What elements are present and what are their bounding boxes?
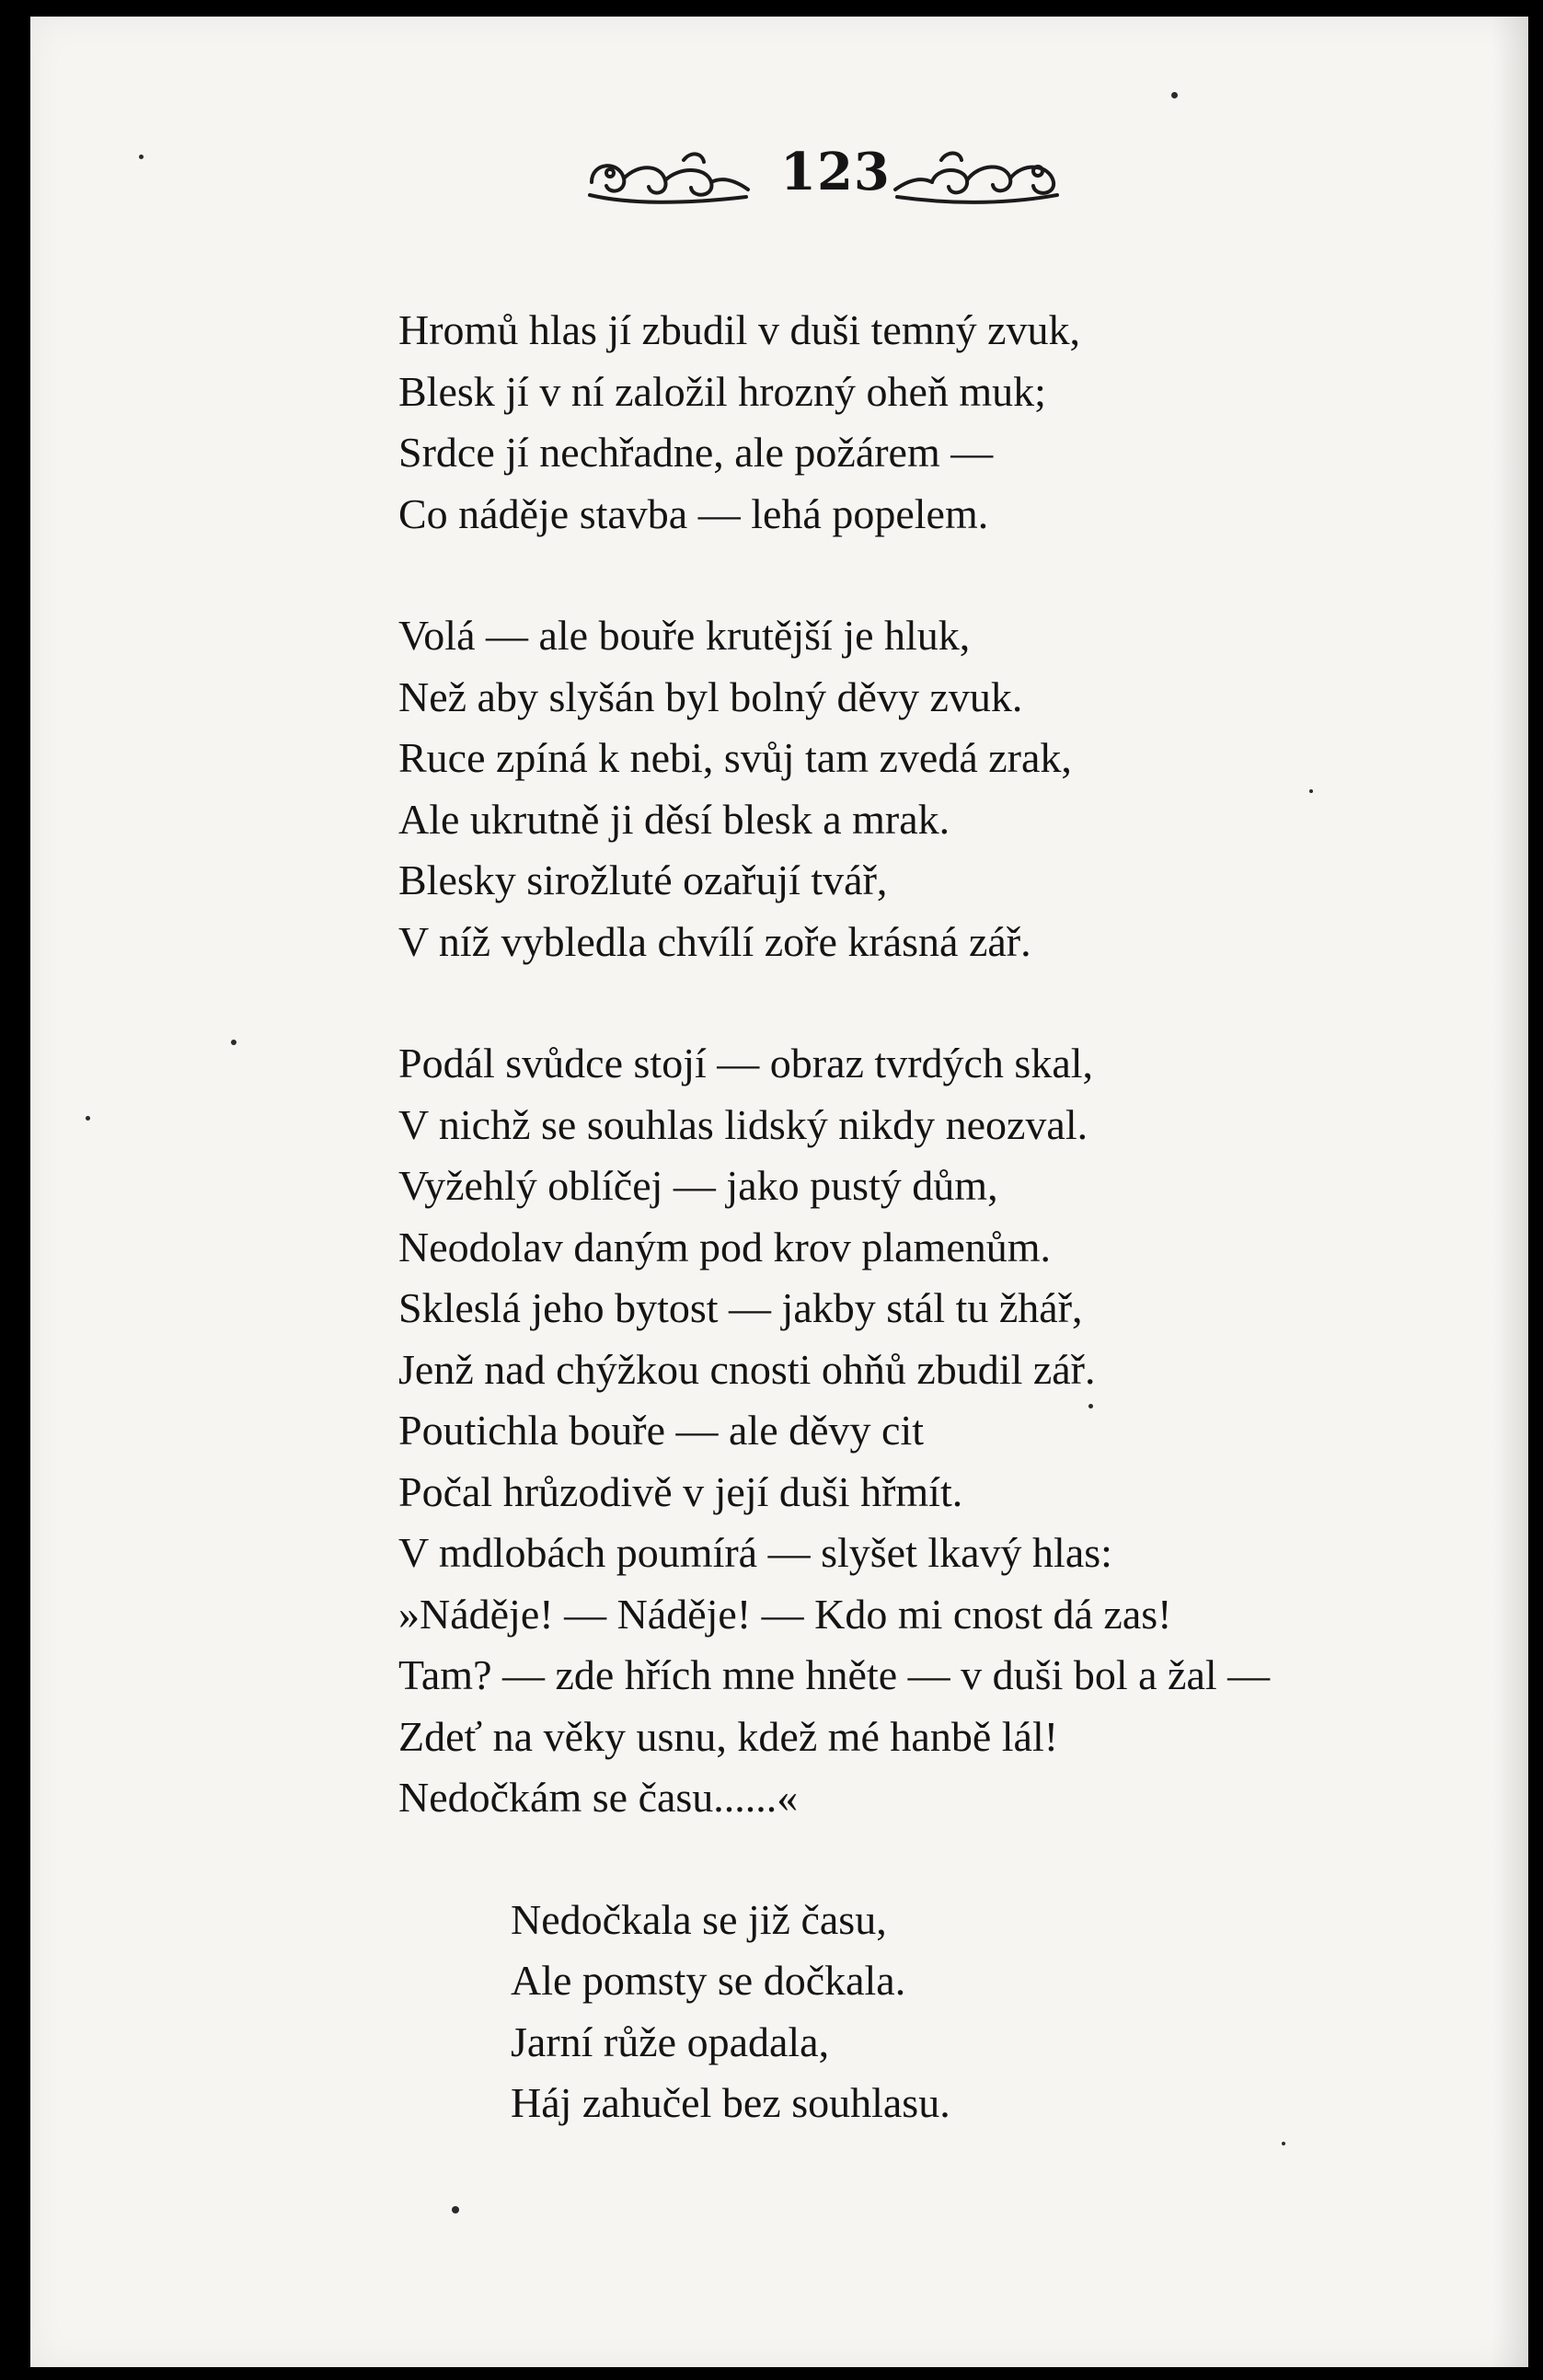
poem-line: V nichž se souhlas lidský nikdy neozval. [398, 1100, 1088, 1148]
poem-line: Podál svůdce stojí — obraz tvrdých skal, [398, 1040, 1094, 1087]
book-page [30, 17, 1528, 2367]
poem-line: Blesk jí v ní založil hrozný oheň muk; [398, 367, 1046, 415]
poem-line: V mdlobách poumírá — slyšet lkavý hlas: [398, 1529, 1112, 1576]
poem-line: Co náděje stavba — lehá popelem. [398, 489, 989, 537]
poem-line: Hromů hlas jí zbudil v duši temný zvuk, [398, 306, 1081, 353]
poem-line: Háj zahučel bez souhlasu. [511, 2079, 950, 2126]
paper-speck [1282, 2142, 1285, 2145]
page-header [30, 127, 1528, 228]
page-edge-shadow [1491, 17, 1528, 2367]
poem-line: Srdce jí nechřadne, ale požárem — [398, 429, 994, 476]
poem-line: Počal hrůzodivě v její duši hřmít. [398, 1467, 963, 1515]
poem-line: Vyžehlý oblíčej — jako pustý dům, [398, 1162, 998, 1209]
paper-speck [139, 155, 144, 159]
paper-speck [1088, 1404, 1093, 1408]
stanza-3 [398, 1033, 1429, 1829]
poem-line: V níž vybledla chvílí zoře krásná zář. [398, 917, 1031, 965]
poem-line: Ale ukrutně ji děsí blesk a mrak. [398, 795, 950, 843]
poem-line: Nedočkám se času......« [398, 1774, 799, 1821]
paper-speck [1309, 789, 1313, 793]
poem-line: Blesky sirožluté ozařují tvář, [398, 857, 888, 903]
page-number: 123 [780, 142, 891, 202]
stanza-1 [398, 300, 1429, 545]
poem-line: Neodolav daným pod krov plamenům. [398, 1223, 1052, 1270]
poem-line: Než aby slyšán byl bolný děvy zvuk. [398, 673, 1023, 720]
poem-line: Jarní růže opadala, [511, 2018, 830, 2065]
poem-body [398, 300, 1429, 2195]
poem-line: Jenž nad chýžkou cnosti ohňů zbudil zář. [398, 1345, 1096, 1393]
paper-speck [1171, 92, 1178, 98]
ornament-right-icon [886, 144, 1070, 208]
paper-speck [86, 1116, 90, 1121]
stanza-2 [398, 605, 1429, 972]
ornament-left-icon [573, 144, 757, 208]
poem-line: Ale pomsty se dočkala. [511, 1957, 906, 2004]
paper-speck [452, 2206, 459, 2213]
poem-line: Volá — ale bouře krutější je hluk, [398, 612, 971, 659]
poem-line: Zdeť na věky usnu, kdež mé hanbě lál! [398, 1712, 1059, 1760]
page-content [30, 17, 1528, 2367]
stanza-4 [511, 1890, 1429, 2134]
poem-line: Poutichla bouře — ale děvy cit [398, 1407, 925, 1454]
poem-line: »Náděje! — Náděje! — Kdo mi cnost dá zas! [398, 1590, 1172, 1638]
poem-line: Skleslá jeho bytost — jakby stál tu žhář, [398, 1284, 1083, 1331]
poem-line: Tam? — zde hřích mne hněte — v duši bol a žal — [398, 1651, 1271, 1698]
paper-speck [231, 1040, 236, 1045]
poem-line: Nedočkala se již času, [511, 1895, 887, 1943]
poem-line: Ruce zpíná k nebi, svůj tam zvedá zrak, [398, 734, 1072, 781]
